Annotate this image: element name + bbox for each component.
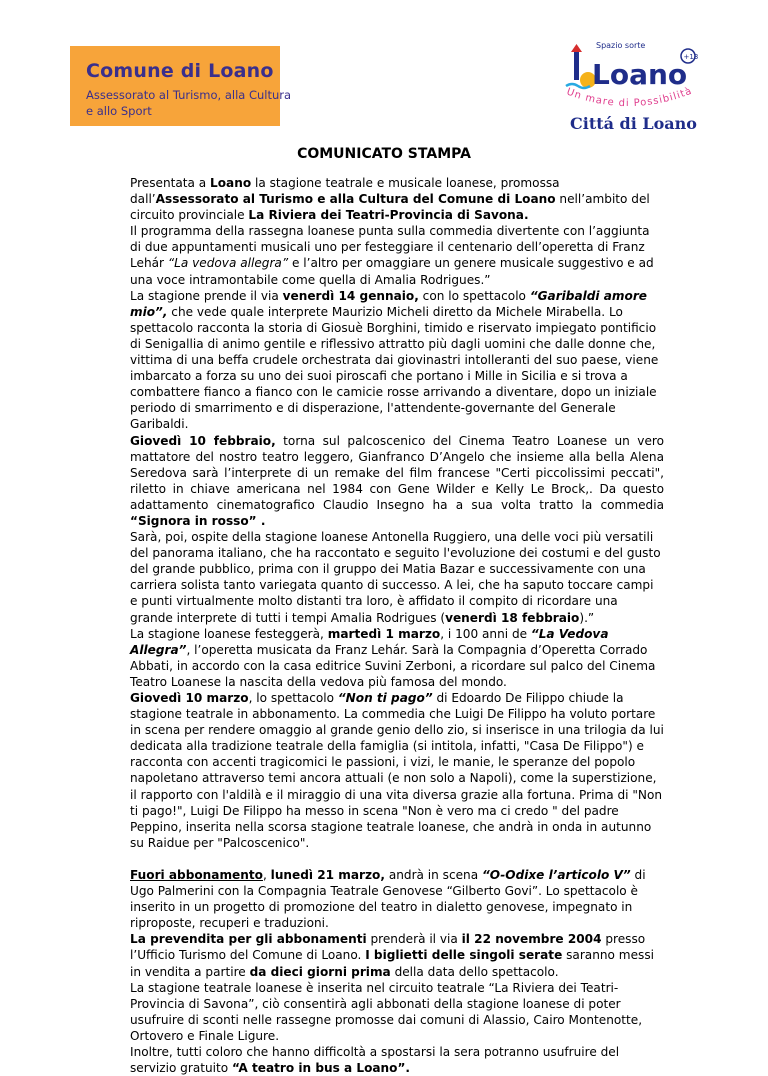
text-run: ).” bbox=[579, 610, 595, 625]
paragraph bbox=[130, 931, 664, 979]
text-run: venerdì 14 gennaio, bbox=[282, 288, 419, 303]
paragraph bbox=[130, 1044, 664, 1076]
press-release-body bbox=[130, 175, 664, 1076]
text-run: che vede quale interprete Maurizio Micheli diretto da Michele Mirabella. Lo spettacolo racconta la storia di Giosuè Borghini, timido e riservato impiegato pontificio di Senigallia di animo gentile e riflessivo attratto più dagli uomini che dalle donne che, vittima di una beffa crudele orchestrata dai giovinastri intolleranti del suo paese, viene imbarcato a forza su uno dei suoi piroscafi che portano i Mille in Sicilia e si trova a combattere fianco a fianco con le camicie rosse arrivando a diventare, dopo un iniziale periodo di smarrimento e di disperazione, l'attendente-governante del Generale Garibaldi. bbox=[130, 304, 659, 432]
paragraph bbox=[130, 433, 664, 530]
text-run: presso l’Ufficio Turismo del Comune di Loano. bbox=[130, 932, 646, 963]
text-run: Fuori abbonamento bbox=[130, 867, 263, 882]
text-run: La Riviera dei Teatri-Provincia di Savona. bbox=[248, 208, 529, 223]
text-run: I biglietti delle singoli serate bbox=[365, 948, 563, 963]
text-run: Giovedì 10 marzo bbox=[130, 691, 249, 705]
text-run: con lo spettacolo bbox=[418, 288, 530, 303]
text-run: Sarà, poi, ospite della stagione loanese Antonella Ruggiero, una delle voci più versatili del panorama italiano, che ha raccontato e seguito l'evoluzione dei costumi e del gusto del grande pubblico, prima con il gruppo dei Matia Bazar e successivamente con una carriera solista tanto variegata quanto di successo. A lei, che ha saputo toccare campi e punti virtualmente molto distanti tra loro, è affidato il compito di ricordare una grande interprete di tutti i tempi Amalia Rodrigues ( bbox=[130, 530, 661, 625]
text-run: andrà in scena bbox=[384, 867, 482, 882]
text-run: Inoltre, tutti coloro che hanno difficoltà a spostarsi la sera potranno usufruire del servizio gratuito bbox=[130, 1044, 620, 1076]
text-run: prenderà il via bbox=[366, 932, 462, 947]
citta-di-loano-logo bbox=[558, 38, 708, 138]
text-run: , l’operetta musicata da Franz Lehár. Sarà la Compagnia d’Operetta Corrado Abbati, in accordo con la casa editrice Suvini Zerboni, a ricordare sul palco del Cinema Teatro Loanese la nascita della vedova più famosa del mondo. bbox=[130, 642, 656, 689]
text-run: “O-Odixe l’articolo V” bbox=[481, 867, 631, 882]
svg-text:+13: +13 bbox=[683, 53, 699, 61]
paragraph bbox=[130, 867, 664, 931]
paragraph bbox=[130, 626, 664, 690]
text-run: , lo spettacolo bbox=[248, 691, 338, 705]
text-run: “Garibaldi amore mio”, bbox=[130, 288, 648, 319]
text-run: “La vedova allegra” bbox=[167, 256, 289, 271]
logo-subtitle-line1: Assessorato al Turismo, alla Cultura bbox=[86, 88, 292, 102]
text-run: Il programma della rassegna loanese punta sulla commedia divertente con l’aggiunta di due appuntamenti musicali uno per festeggiare il centenario dell’operetta di Franz Lehár bbox=[130, 224, 650, 271]
logo-subtitle-line2: e allo Sport bbox=[86, 104, 152, 118]
text-run: , bbox=[262, 867, 271, 882]
text-run: La stagione prende il via bbox=[130, 288, 283, 303]
paragraph bbox=[130, 223, 664, 287]
logo-arc-text: Un mare di Possibilità bbox=[565, 85, 694, 110]
text-run: La stagione loanese festeggerà, bbox=[130, 626, 328, 641]
text-run: “Non ti pago” bbox=[337, 691, 433, 705]
text-run: “Signora in rosso” . bbox=[130, 513, 266, 528]
logo-title: Comune di Loano bbox=[86, 60, 274, 82]
text-run: torna sul palcoscenico del Cinema Teatro Loanese un vero mattatore del nostro teatro leggero, Gianfranco D’Angelo che insieme alla bella Alena Seredova sarà l’interprete di un remake del film francese "Certi piccolissimi peccati", riletto in chiave americana nel 1984 con Gene Wilder e Kelly Le Brock,. Da questo adattamento cinematografico Claudio Insegno ha a sua volta tratto la commedia bbox=[130, 433, 664, 512]
text-run: Presentata a bbox=[130, 176, 211, 190]
press-release-heading: COMUNICATO STAMPA bbox=[297, 146, 471, 162]
text-run: di Ugo Palmerini con la Compagnia Teatrale Genovese “Gilberto Govi”. Lo spettacolo è inserito in un progetto di promozione del teatro in dialetto genovese, impegnato in riproposte, recuperi e traduzioni. bbox=[130, 867, 646, 931]
text-run: Giovedì 10 febbraio, bbox=[130, 433, 276, 448]
lighthouse-sun-icon bbox=[558, 38, 708, 116]
comune-logo bbox=[70, 46, 292, 126]
text-run: e l’altro per omaggiare un genere musicale suggestivo e ad una voce intramontabile come quella di Amalia Rodrigues.” bbox=[130, 256, 654, 287]
text-run: martedì 1 marzo bbox=[327, 626, 441, 641]
logo-caption: Cittá di Loano bbox=[570, 114, 697, 133]
paragraph bbox=[130, 690, 664, 851]
logo-top-text: Spazio sorte bbox=[596, 41, 646, 50]
text-run: nell’ambito del circuito provinciale bbox=[130, 192, 650, 223]
text-run: di Edoardo De Filippo chiude la stagione teatrale in abbonamento. La commedia che Luigi De Filippo ha voluto portare in scena per rendere omaggio al grande genio dello zio, si inserisce in una trilogia da lui dedicata alla tradizione teatrale della famiglia (si intitola, infatti, "Casa De Filippo") e racconta con accenti tragicomici le passioni, i vizi, le manie, le speranze del popolo napoletano attraverso temi ancora attuali (e non solo a Napoli), come la superstizione, il rapporto con l'aldilà e il miraggio di una vita diversa grazie alla fortuna. Prima di "Non ti pago!", Luigi De Filippo ha messo in scena "Non è vero ma ci credo " del padre Peppino, inserita nella scorsa stagione teatrale loanese, che andrà in onda in autunno su Raidue per "Palcoscenico". bbox=[130, 691, 664, 850]
text-run: La prevendita per gli abbonamenti bbox=[130, 932, 367, 947]
text-run: “La Vedova Allegra” bbox=[130, 626, 609, 657]
text-run: da dieci giorni prima bbox=[249, 964, 391, 979]
text-run: la stagione teatrale e musicale loanese, promossa dall’ bbox=[130, 176, 560, 207]
paragraph bbox=[130, 175, 664, 223]
text-run: saranno messi in vendita a partire bbox=[130, 948, 654, 979]
paragraph-gap bbox=[130, 851, 664, 867]
paragraph bbox=[130, 980, 664, 1044]
text-run: , i 100 anni de bbox=[440, 626, 531, 641]
text-run: della data dello spettacolo. bbox=[390, 964, 559, 979]
text-run: il 22 novembre 2004 bbox=[461, 932, 602, 947]
text-run: venerdì 18 febbraio bbox=[445, 610, 580, 625]
text-run: Loano bbox=[210, 176, 252, 190]
logo-wordmark: Loano bbox=[592, 58, 688, 91]
paragraph bbox=[130, 529, 664, 626]
paragraph bbox=[130, 288, 664, 433]
text-run: Assessorato al Turismo e alla Cultura del Comune di Loano bbox=[155, 192, 556, 207]
text-run: La stagione teatrale loanese è inserita nel circuito teatrale “La Riviera dei Teatri-Provincia di Savona”, ciò consentirà agli abbonati della stagione loanese di poter usufruire di sconti nelle rassegne promosse dai comuni di Alassio, Cairo Montenotte, Ortovero e Finale Ligure. bbox=[130, 980, 643, 1043]
text-run: lunedì 21 marzo, bbox=[270, 867, 385, 882]
text-run: “A teatro in bus a Loano”. bbox=[232, 1061, 411, 1076]
